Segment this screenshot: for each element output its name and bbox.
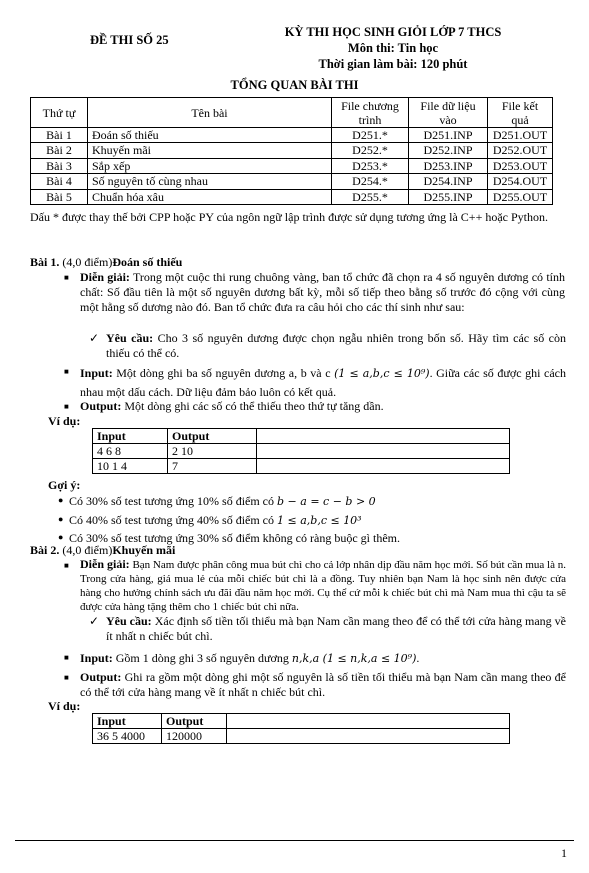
requirement-label: Yêu cầu: [106, 614, 152, 628]
example-empty [257, 459, 510, 474]
example-input: 4 6 8 [93, 444, 168, 459]
col-header-name: Tên bài [88, 98, 332, 128]
example-empty [257, 444, 510, 459]
table-row [31, 128, 553, 143]
problem1-output [80, 399, 566, 414]
hint-text: Có 40% số test tương ứng 40% số điểm có [69, 513, 275, 527]
col-header-input-file: File dữ liệu vào [409, 98, 488, 128]
checkmark-icon: ✓ [89, 614, 100, 628]
page-number: 1 [561, 846, 567, 860]
cell-output-file: D251.OUT [488, 128, 553, 143]
output-text: Ghi ra gồm một dòng ghi một số nguyên là số tiền tối thiểu mà bạn Nam cần mang theo để có thể tới cửa hàng mang về ít nhất n chiếc bút chì. [80, 670, 567, 699]
problem2-points: (4,0 điểm) [62, 543, 113, 557]
cell-output-file: D252.OUT [488, 143, 553, 158]
problem1-heading [30, 255, 182, 270]
problem2-requirement [106, 614, 566, 644]
overview-header-row [31, 98, 553, 128]
problem1-name: Đoán số thiếu [112, 255, 183, 269]
cell-order: Bài 5 [31, 189, 88, 204]
exam-number: ĐỀ THI SỐ 25 [90, 33, 169, 47]
table-row [93, 444, 510, 459]
checkmark-icon: ✓ [89, 331, 100, 345]
cell-output-file: D253.OUT [488, 158, 553, 173]
hint-item [69, 512, 559, 529]
square-bullet-icon: ■ [64, 273, 69, 282]
table-row [31, 158, 553, 173]
input-text-pre: Gồm 1 dòng ghi 3 số nguyên dương [115, 651, 289, 665]
col-header-program-file: File chương trình [332, 98, 409, 128]
example-input: 36 5 4000 [93, 729, 162, 744]
hint-text: Có 30% số test tương ứng 30% số điểm không có ràng buộc gì thêm. [69, 531, 400, 545]
problem1-example-label: Ví dụ: [48, 414, 81, 428]
problem2-example-label: Ví dụ: [48, 699, 81, 713]
example-output: 120000 [162, 729, 227, 744]
dot-bullet-icon: ● [58, 514, 64, 524]
example-header-input: Input [93, 714, 162, 729]
problem2-output [80, 670, 566, 700]
problem1-example-table [92, 428, 510, 474]
explain-label: Diễn giải: [80, 270, 130, 284]
hint-math: b − a = c − b > 0 [277, 495, 376, 508]
hint-text: Có 30% số test tương ứng 10% số điểm có [69, 494, 275, 508]
exam-title: KỲ THI HỌC SINH GIỎI LỚP 7 THCS [284, 25, 502, 39]
cell-name: Đoán số thiếu [88, 128, 332, 143]
language-note: Dấu * được thay thế bởi CPP hoặc PY của ngôn ngữ lập trình được sử dụng tương ứng là C++ hoặc Python. [30, 210, 548, 224]
table-row [93, 459, 510, 474]
problem1-label: Bài 1. [30, 255, 60, 269]
cell-name: Chuẩn hóa xâu [88, 189, 332, 204]
example-input: 10 1 4 [93, 459, 168, 474]
exam-time: Thời gian làm bài: 120 phút [318, 57, 468, 71]
cell-program-file: D251.* [332, 128, 409, 143]
example-header-input: Input [93, 429, 168, 444]
input-constraint: n,k,a (1 ≤ n,k,a ≤ 10⁹) [291, 652, 417, 665]
problem1-points: (4,0 điểm) [62, 255, 113, 269]
cell-order: Bài 3 [31, 158, 88, 173]
square-bullet-icon: ■ [64, 402, 69, 411]
cell-program-file: D252.* [332, 143, 409, 158]
table-row [93, 729, 510, 744]
input-label: Input: [80, 366, 113, 380]
footer-divider [15, 840, 574, 841]
example-output: 2 10 [168, 444, 257, 459]
cell-output-file: D254.OUT [488, 174, 553, 189]
output-label: Output: [80, 399, 122, 413]
cell-input-file: D254.INP [409, 174, 488, 189]
cell-program-file: D253.* [332, 158, 409, 173]
dot-bullet-icon: ● [58, 532, 64, 542]
problem2-name: Khuyến mãi [112, 543, 176, 557]
input-text-post: . [416, 651, 420, 665]
col-header-output-file: File kết quả [488, 98, 553, 128]
cell-order: Bài 1 [31, 128, 88, 143]
input-text-post: . Giữa các số được ghi cách nhau một dấu cách. Dữ liệu đảm bảo luôn có kết quả. [80, 366, 566, 399]
square-bullet-icon: ■ [64, 653, 69, 662]
problem1-explain [80, 270, 565, 315]
example-header-output: Output [168, 429, 257, 444]
square-bullet-icon: ■ [64, 561, 69, 570]
output-text: Một dòng ghi các số có thể thiếu theo thứ tự tăng dần. [124, 399, 384, 413]
cell-name: Số nguyên tố cùng nhau [88, 174, 332, 189]
table-row [31, 174, 553, 189]
cell-name: Khuyến mãi [88, 143, 332, 158]
output-label: Output: [80, 670, 122, 684]
cell-input-file: D255.INP [409, 189, 488, 204]
requirement-label: Yêu cầu: [106, 331, 154, 345]
input-label: Input: [80, 651, 113, 665]
example-header-row [93, 714, 510, 729]
overview-table [30, 97, 553, 205]
problem1-hint-label: Gợi ý: [48, 478, 81, 492]
cell-input-file: D253.INP [409, 158, 488, 173]
example-header-row [93, 429, 510, 444]
cell-name: Sắp xếp [88, 158, 332, 173]
problem1-input [80, 364, 566, 402]
table-row [31, 143, 553, 158]
exam-subject: Môn thi: Tin học [347, 41, 439, 55]
cell-output-file: D255.OUT [488, 189, 553, 204]
problem2-input [80, 649, 566, 668]
example-header-empty [257, 429, 510, 444]
input-text-pre: Một dòng ghi ba số nguyên dương a, b và c [116, 366, 331, 380]
cell-input-file: D251.INP [409, 128, 488, 143]
hint-math: 1 ≤ a,b,c ≤ 10³ [277, 514, 362, 527]
explain-text: Trong một cuộc thi rung chuông vàng, ban tổ chức đã chọn ra 4 số nguyên dương có tính chất: Số đầu tiên là một số nguyên dương bất kỳ, mỗi số tiếp theo bằng số trước đó cộng với cùng một hằng số dương nào đó. Ban tổ chức đưa ra câu hỏi cho các thí sinh như sau: [80, 270, 565, 314]
requirement-text: Cho 3 số nguyên dương được chọn ngẫu nhiên trong bốn số. Hãy tìm các số còn thiếu có thể có. [106, 331, 566, 360]
exam-header [268, 25, 518, 73]
overview-title: TỔNG QUAN BÀI THI [230, 78, 359, 92]
dot-bullet-icon: ● [58, 495, 64, 505]
example-empty [227, 729, 510, 744]
example-header-output: Output [162, 714, 227, 729]
square-bullet-icon: ■ [64, 673, 69, 682]
input-constraint: (1 ≤ a,b,c ≤ 10⁹) [334, 367, 430, 380]
problem1-requirement [106, 331, 566, 361]
example-header-empty [227, 714, 510, 729]
explain-text: Bạn Nam được phân công mua bút chì cho cả lớp nhân dịp đầu năm học mới. Số bút cần mua là n. Trong cửa hàng, giá mua lẻ của mỗi chiếc bút chì là a đồng. Tuy nhiên bạn Nam là học sinh nên được cửa hàng cho hưởng chính sách ưu đãi đầu năm học mới. Cụ thể cứ mỗi k chiếc bút chì mà Nam mua thì cậu ta sẽ được cửa hàng tặng thêm cho 1 chiếc bút chì nữa. [80, 559, 567, 613]
problem2-label: Bài 2. [30, 543, 60, 557]
cell-input-file: D252.INP [409, 143, 488, 158]
cell-program-file: D254.* [332, 174, 409, 189]
hint-item [69, 493, 559, 510]
problem2-heading [30, 543, 175, 558]
square-bullet-icon: ■ [64, 367, 69, 376]
table-row [31, 189, 553, 204]
problem2-example-table [92, 713, 510, 744]
cell-order: Bài 2 [31, 143, 88, 158]
cell-program-file: D255.* [332, 189, 409, 204]
explain-label: Diễn giải: [80, 557, 130, 571]
requirement-text: Xác định số tiền tối thiểu mà bạn Nam cần mang theo để có thể tới cửa hàng mang về ít nhất n chiếc bút chì. [106, 614, 567, 643]
problem2-explain [80, 557, 566, 614]
col-header-order: Thứ tự [31, 98, 88, 128]
cell-order: Bài 4 [31, 174, 88, 189]
example-output: 7 [168, 459, 257, 474]
